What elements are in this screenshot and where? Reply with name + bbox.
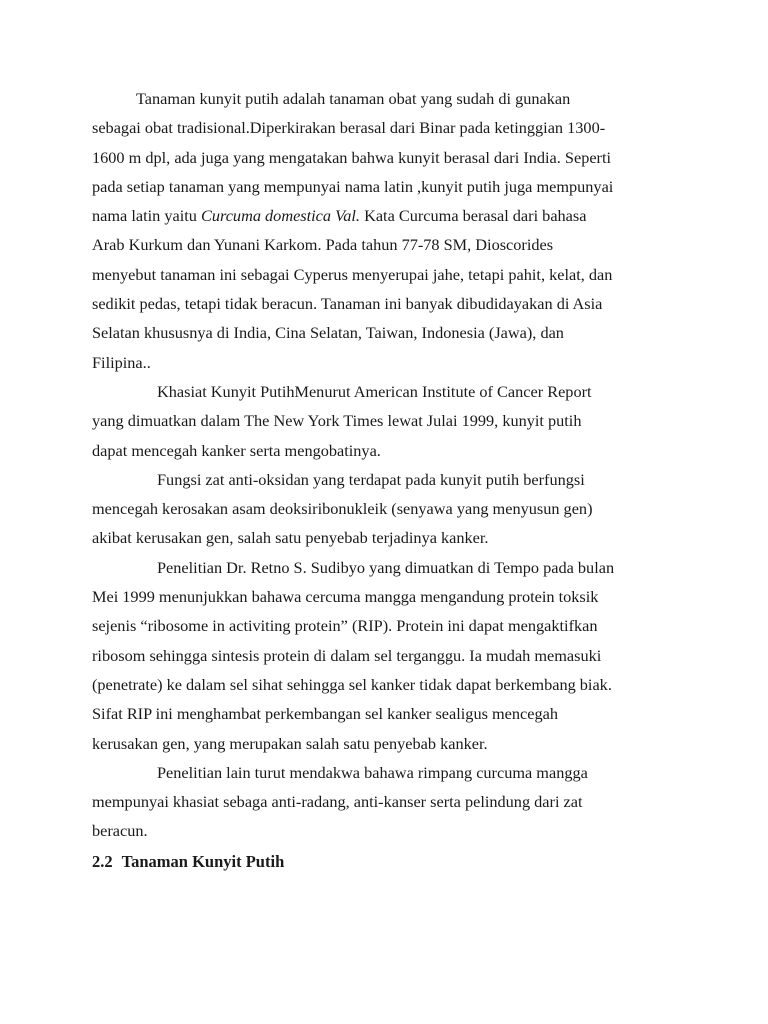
paragraph-2-line-2: yang dimuatkan dalam The New York Times lewat Julai 1999, kunyit putih [92, 411, 582, 431]
paragraph-1-line-7: menyebut tanaman ini sebagai Cyperus menyerupai jahe, tetapi pahit, kelat, dan [92, 264, 613, 284]
paragraph-1-line-3: 1600 m dpl, ada juga yang mengatakan bahwa kunyit berasal dari India. Seperti [92, 147, 612, 167]
paragraph-5-line-1: Penelitian lain turut mendakwa bahawa rimpang curcuma mangga [157, 762, 588, 782]
paragraph-3-line-1: Fungsi zat anti-oksidan yang terdapat pada kunyit putih berfungsi [157, 469, 585, 489]
paragraph-4-line-1: Penelitian Dr. Retno S. Sudibyo yang dimuatkan di Tempo pada bulan [157, 557, 615, 577]
paragraph-4-line-5: (penetrate) ke dalam sel sihat sehingga sel kanker tidak dapat berkembang biak. [92, 674, 612, 694]
paragraph-1-line-1: Tanaman kunyit putih adalah tanaman obat yang sudah di gunakan [136, 89, 571, 108]
line-text: nama latin yaitu [92, 206, 201, 226]
line-text: Kata Curcuma berasal dari bahasa [360, 206, 587, 226]
paragraph-1-line-4: pada setiap tanaman yang mempunyai nama latin ,kunyit putih juga mempunyai [92, 176, 614, 196]
paragraph-5-line-2: mempunyai khasiat sebaga anti-radang, anti-kanser serta pelindung dari zat [92, 792, 583, 812]
paragraph-1-line-5 [92, 201, 672, 230]
latin-name: Curcuma domestica Val. [200, 206, 360, 226]
paragraph-1-line-10: Filipina.. [92, 352, 151, 372]
paragraph-3-line-2: mencegah kerosakan asam deoksiribonukleik (senyawa yang menyusun gen) [92, 499, 593, 519]
paragraph-4-line-4: ribosom sehingga sintesis protein di dalam sel terganggu. Ia mudah memasuki [92, 645, 602, 665]
paragraph-2-line-3: dapat mencegah kanker serta mengobatinya. [92, 440, 381, 460]
paragraph-4-line-3: sejenis “ribosome in activiting protein” (RIP). Protein ini dapat mengaktifkan [92, 616, 598, 636]
paragraph-2-line-1: Khasiat Kunyit PutihMenurut American Institute of Cancer Report [157, 381, 592, 401]
paragraph-3-line-3: akibat kerusakan gen, salah satu penyebab terjadinya kanker. [92, 528, 489, 548]
section-title: Tanaman Kunyit Putih [121, 851, 285, 871]
paragraph-1-line-9: Selatan khususnya di India, Cina Selatan, Taiwan, Indonesia (Jawa), dan [92, 323, 564, 343]
paragraph-4-line-2: Mei 1999 menunjukkan bahawa cercuma mangga mengandung protein toksik [92, 587, 599, 607]
paragraph-1-line-8: sedikit pedas, tetapi tidak beracun. Tanaman ini banyak dibudidayakan di Asia [92, 294, 603, 314]
paragraph-5-line-3: beracun. [92, 821, 148, 841]
paragraph-4-line-7: kerusakan gen, yang merupakan salah satu penyebab kanker. [92, 733, 488, 753]
section-number: 2.2 [92, 851, 113, 871]
paragraph-1-line-2: sebagai obat tradisional.Diperkirakan berasal dari Binar pada ketinggian 1300- [92, 118, 606, 138]
document-body [92, 84, 672, 876]
section-heading [92, 847, 672, 876]
paragraph-1-line-6: Arab Kurkum dan Yunani Karkom. Pada tahun 77-78 SM, Dioscorides [92, 235, 554, 255]
paragraph-4-line-6: Sifat RIP ini menghambat perkembangan sel kanker sealigus mencegah [92, 704, 558, 724]
